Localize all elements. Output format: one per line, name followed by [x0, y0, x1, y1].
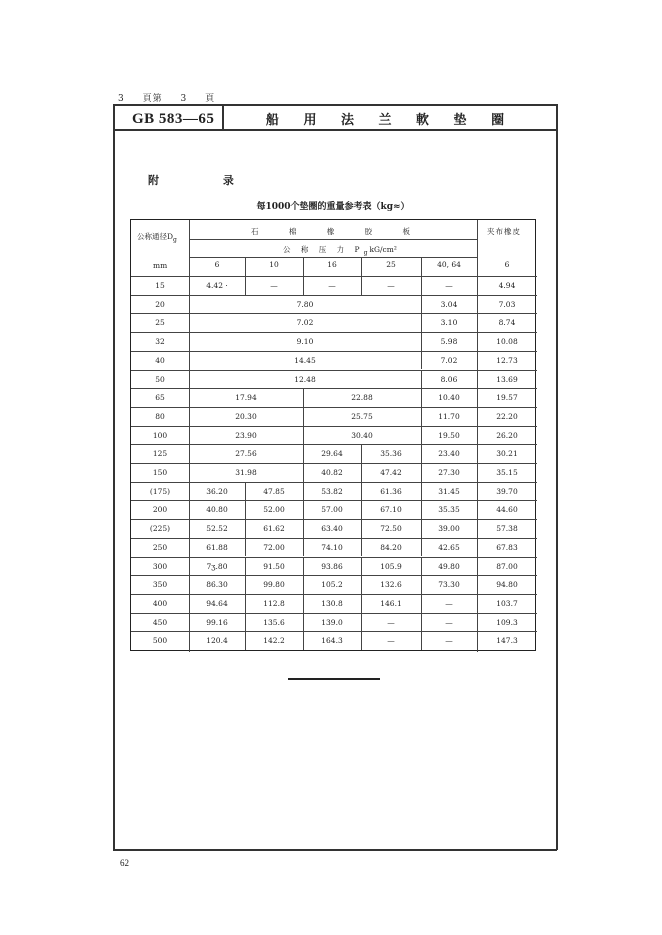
table-cell: 91.50	[263, 561, 285, 571]
table-cell: 40.80	[206, 505, 228, 515]
table-cell: 99.16	[206, 617, 228, 627]
row-line-12	[131, 500, 537, 501]
table-cell: 52.00	[263, 505, 285, 515]
row-dn: 40	[155, 355, 165, 365]
table-cell: 57.38	[496, 524, 518, 534]
row-line-7	[131, 407, 537, 408]
pressure-col-4: 40, 64	[437, 260, 461, 269]
table-cell: —	[270, 281, 278, 290]
frame-right-line	[556, 104, 558, 850]
row-line-13	[131, 519, 537, 520]
table-cell: 47.42	[380, 468, 402, 477]
row-line-4	[131, 351, 537, 352]
row-line-10	[131, 463, 537, 464]
row-line-9	[131, 444, 537, 445]
cell-sep	[421, 575, 422, 594]
cell-sep	[361, 482, 362, 501]
cell-sep	[303, 276, 304, 295]
table-cell: 61.36	[380, 486, 402, 496]
table-cell: 72.50	[380, 524, 402, 534]
table-caption: 每1000个垫圈的重量参考表（kg≈）	[256, 202, 410, 212]
row-dn: 32	[155, 337, 165, 347]
table-cell: 8.74	[498, 318, 516, 328]
cell-sep	[303, 463, 304, 482]
table-cell: 73.30	[438, 580, 460, 590]
cell-sep	[361, 631, 362, 650]
table-cell: 3.04	[440, 299, 458, 309]
col-line-dn	[189, 220, 190, 652]
table-cell-merged: 22.88	[351, 393, 373, 403]
table-cell-merged: 7.02	[296, 318, 314, 328]
cell-sep	[303, 575, 304, 594]
table-cell-merged: 12.48	[294, 374, 316, 384]
table-cell: 42.65	[438, 542, 460, 552]
cell-sep	[421, 482, 422, 501]
table-cell-merged: 7.80	[296, 299, 314, 309]
row-dn: (225)	[149, 524, 171, 534]
table-cell: 112.8	[263, 598, 285, 608]
row-line-19	[131, 631, 537, 632]
table-cell: 10.40	[438, 393, 460, 403]
header-pressure	[283, 244, 397, 257]
page-header	[118, 91, 229, 104]
table-cell: 61.62	[263, 524, 285, 534]
row-dn: 65	[155, 393, 165, 403]
table-cell: 35.36	[380, 449, 402, 459]
table-cell: 105.9	[380, 561, 402, 571]
row-dn: 250	[152, 542, 168, 552]
nominal-diameter-label: 公称通径D	[137, 232, 174, 241]
cell-sep	[303, 631, 304, 650]
table-cell: 135.6	[263, 617, 285, 627]
pressure-sub: g	[363, 249, 368, 257]
cell-sep	[361, 538, 362, 557]
cell-sep	[303, 557, 304, 576]
table-cell: 67.10	[380, 505, 402, 515]
cell-sep	[361, 276, 362, 295]
cell-sep	[303, 500, 304, 519]
table-cell: 132.6	[380, 580, 402, 590]
cell-sep	[303, 482, 304, 501]
table-cell: 99.80	[263, 580, 285, 590]
table-cell: 12.73	[496, 355, 518, 365]
table-cell: 61.88	[206, 542, 228, 552]
table-cell-merged: 25.75	[351, 411, 373, 421]
table-cell: 40.82	[321, 468, 343, 477]
row-dn: 350	[152, 580, 168, 590]
table-cell: 4.94	[498, 281, 516, 290]
appendix-label: 附 录	[148, 174, 264, 187]
cell-sep	[245, 519, 246, 538]
cell-sep	[245, 482, 246, 501]
table-cell: 8.06	[440, 374, 458, 384]
table-cell: 86.30	[206, 580, 228, 590]
weight-table	[130, 219, 536, 651]
cell-sep	[361, 613, 362, 632]
cell-sep	[421, 613, 422, 632]
table-cell: 130.8	[321, 598, 343, 608]
frame-top-line	[113, 104, 557, 106]
table-cell: —	[328, 281, 336, 290]
table-cell: 147.3	[496, 636, 518, 646]
page-number: 62	[120, 858, 129, 868]
cell-sep	[361, 444, 362, 463]
table-cell: 19.57	[496, 393, 518, 403]
table-cell-merged: 9.10	[296, 337, 314, 347]
table-cell: 36.20	[206, 486, 228, 496]
table-cell: 19.50	[438, 430, 460, 440]
table-cell: 7.02	[440, 355, 458, 365]
table-cell: 3.10	[440, 318, 458, 328]
cell-sep	[421, 407, 422, 426]
row-line-17	[131, 594, 537, 595]
row-line-11	[131, 482, 537, 483]
cell-sep	[361, 519, 362, 538]
row-dn: 400	[152, 598, 168, 608]
table-cell: 72.00	[263, 542, 285, 552]
table-cell: 35.35	[438, 505, 460, 515]
row-dn: 500	[152, 636, 168, 646]
header-col-line-0	[245, 257, 246, 276]
cell-sep	[245, 500, 246, 519]
row-line-6	[131, 388, 537, 389]
table-cell: —	[445, 636, 453, 646]
table-cell: 109.3	[496, 617, 518, 627]
header-material-asbestos: 石 棉 橡 胶 板	[251, 227, 425, 236]
table-cell: 142.2	[263, 636, 285, 646]
page-header-d: 頁	[205, 94, 216, 104]
row-dn: 15	[155, 281, 165, 290]
pressure-col-0: 6	[214, 260, 220, 269]
cell-sep	[361, 557, 362, 576]
cell-sep	[421, 538, 422, 557]
table-cell-merged: 20.30	[235, 411, 257, 421]
table-cell: 74.10	[321, 542, 343, 552]
table-cell: 39.70	[496, 486, 518, 496]
pressure-col-5: 6	[504, 260, 510, 269]
table-cell: 10.08	[496, 337, 518, 347]
header-col-line-2	[361, 257, 362, 276]
row-line-14	[131, 538, 537, 539]
page-header-c: 3	[180, 94, 188, 104]
cell-sep	[421, 557, 422, 576]
table-cell: 67.83	[496, 542, 518, 552]
table-cell: 139.0	[321, 617, 343, 627]
row-line-5	[131, 370, 537, 371]
cell-sep	[245, 538, 246, 557]
table-cell: 7.03	[498, 299, 516, 309]
header-unit-mm: mm	[153, 261, 168, 270]
cell-sep	[421, 276, 422, 295]
cell-sep	[421, 631, 422, 650]
table-cell: 5.98	[440, 337, 458, 347]
cell-sep	[303, 519, 304, 538]
cell-sep	[303, 594, 304, 613]
table-cell: 53.82	[321, 486, 343, 496]
row-line-1	[131, 295, 537, 296]
table-cell: 11.70	[438, 411, 460, 421]
cell-sep	[421, 370, 422, 389]
header-line-2	[189, 257, 477, 258]
table-cell: —	[387, 281, 395, 290]
table-cell: 120.4	[206, 636, 228, 646]
standard-number: GB 583—65	[132, 111, 215, 127]
table-cell-merged: 17.94	[235, 393, 257, 403]
cell-sep	[421, 295, 422, 314]
table-cell: 26.20	[496, 430, 518, 440]
row-line-8	[131, 426, 537, 427]
pressure-col-1: 10	[269, 260, 279, 269]
table-cell: 22.20	[496, 411, 518, 421]
row-dn: 450	[152, 617, 168, 627]
table-cell: 39.00	[438, 524, 460, 534]
table-cell: 87.00	[496, 561, 518, 571]
table-cell-merged: 30.40	[351, 430, 373, 440]
table-cell-merged: 27.56	[235, 449, 257, 459]
cell-sep	[303, 388, 304, 407]
row-dn: 50	[155, 374, 165, 384]
nominal-diameter-sub: g	[173, 236, 177, 244]
page-header-a: 3	[118, 94, 125, 104]
header-nominal-diameter	[137, 231, 177, 244]
table-cell: —	[445, 598, 453, 608]
table-cell: 35.15	[496, 468, 518, 477]
cell-sep	[245, 557, 246, 576]
col-line-rubber	[477, 220, 478, 652]
table-cell: 105.2	[321, 580, 343, 590]
table-cell: 84.20	[380, 542, 402, 552]
cell-sep	[421, 351, 422, 370]
cell-sep	[421, 444, 422, 463]
row-dn: 150	[152, 468, 168, 477]
header-material-rubber: 夹布橡皮	[487, 227, 521, 236]
end-rule	[288, 678, 380, 680]
cell-sep	[421, 519, 422, 538]
table-cell: —	[445, 617, 453, 627]
row-line-3	[131, 332, 537, 333]
cell-sep	[303, 613, 304, 632]
row-dn: 200	[152, 505, 168, 515]
row-dn: 80	[155, 411, 165, 421]
table-cell: 146.1	[380, 598, 402, 608]
cell-sep	[421, 313, 422, 332]
cell-sep	[361, 463, 362, 482]
row-dn: 300	[152, 561, 168, 571]
frame-header-divider	[222, 104, 224, 130]
cell-sep	[361, 500, 362, 519]
table-cell: 29.64	[321, 449, 343, 459]
table-cell: 30.21	[496, 449, 518, 459]
table-cell: —	[445, 281, 453, 290]
cell-sep	[421, 463, 422, 482]
table-cell: 57.00	[321, 505, 343, 515]
cell-sep	[245, 276, 246, 295]
row-dn: 125	[152, 449, 168, 459]
cell-sep	[421, 388, 422, 407]
cell-sep	[361, 594, 362, 613]
table-cell: 31.45	[438, 486, 460, 496]
cell-sep	[421, 594, 422, 613]
header-col-line-3	[421, 257, 422, 276]
document-title: 船 用 法 兰 軟 垫 圈	[265, 113, 515, 128]
table-cell: 52.52	[206, 524, 228, 534]
table-cell: 4.42 ·	[206, 281, 228, 290]
cell-sep	[245, 613, 246, 632]
table-cell: 27.30	[438, 468, 460, 477]
frame-bottom-line	[113, 849, 557, 851]
cell-sep	[303, 444, 304, 463]
header-line-1	[189, 239, 477, 240]
frame-header-bottom-line	[113, 129, 557, 131]
cell-sep	[421, 426, 422, 445]
row-dn: 25	[155, 318, 165, 328]
row-dn: 100	[152, 430, 168, 440]
cell-sep	[303, 426, 304, 445]
cell-sep	[421, 332, 422, 351]
table-cell: 63.40	[321, 524, 343, 534]
page-header-b: 頁第	[142, 94, 163, 104]
cell-sep	[245, 575, 246, 594]
row-line-18	[131, 613, 537, 614]
row-line-16	[131, 575, 537, 576]
table-cell: 164.3	[321, 636, 343, 646]
table-cell: 7ʒ.80	[206, 561, 228, 571]
pressure-label: 公 称 压 力 P	[283, 245, 364, 254]
table-cell: 44.60	[496, 505, 518, 515]
table-cell: 23.40	[438, 449, 460, 459]
cell-sep	[421, 500, 422, 519]
pressure-col-2: 16	[327, 260, 337, 269]
row-dn: 20	[155, 299, 165, 309]
cell-sep	[361, 575, 362, 594]
row-line-15	[131, 557, 537, 558]
table-cell: 103.7	[496, 598, 518, 608]
table-cell: 47.85	[263, 486, 285, 496]
pressure-col-3: 25	[386, 260, 396, 269]
table-cell-merged: 23.90	[235, 430, 257, 440]
cell-sep	[245, 631, 246, 650]
table-cell: 49.80	[438, 561, 460, 571]
table-cell: —	[387, 636, 395, 646]
cell-sep	[303, 538, 304, 557]
table-cell: —	[387, 617, 395, 627]
table-cell: 94.80	[496, 580, 518, 590]
row-line-2	[131, 313, 537, 314]
table-cell: 13.69	[496, 374, 518, 384]
header-col-line-1	[303, 257, 304, 276]
cell-sep	[245, 594, 246, 613]
table-cell: 93.86	[321, 561, 343, 571]
pressure-unit: kG/cm²	[369, 245, 397, 254]
table-cell: 94.64	[206, 598, 228, 608]
frame-left-line	[113, 104, 115, 850]
cell-sep	[303, 407, 304, 426]
table-cell-merged: 31.98	[235, 468, 257, 477]
table-cell-merged: 14.45	[294, 355, 316, 365]
row-dn: (175)	[149, 486, 171, 496]
